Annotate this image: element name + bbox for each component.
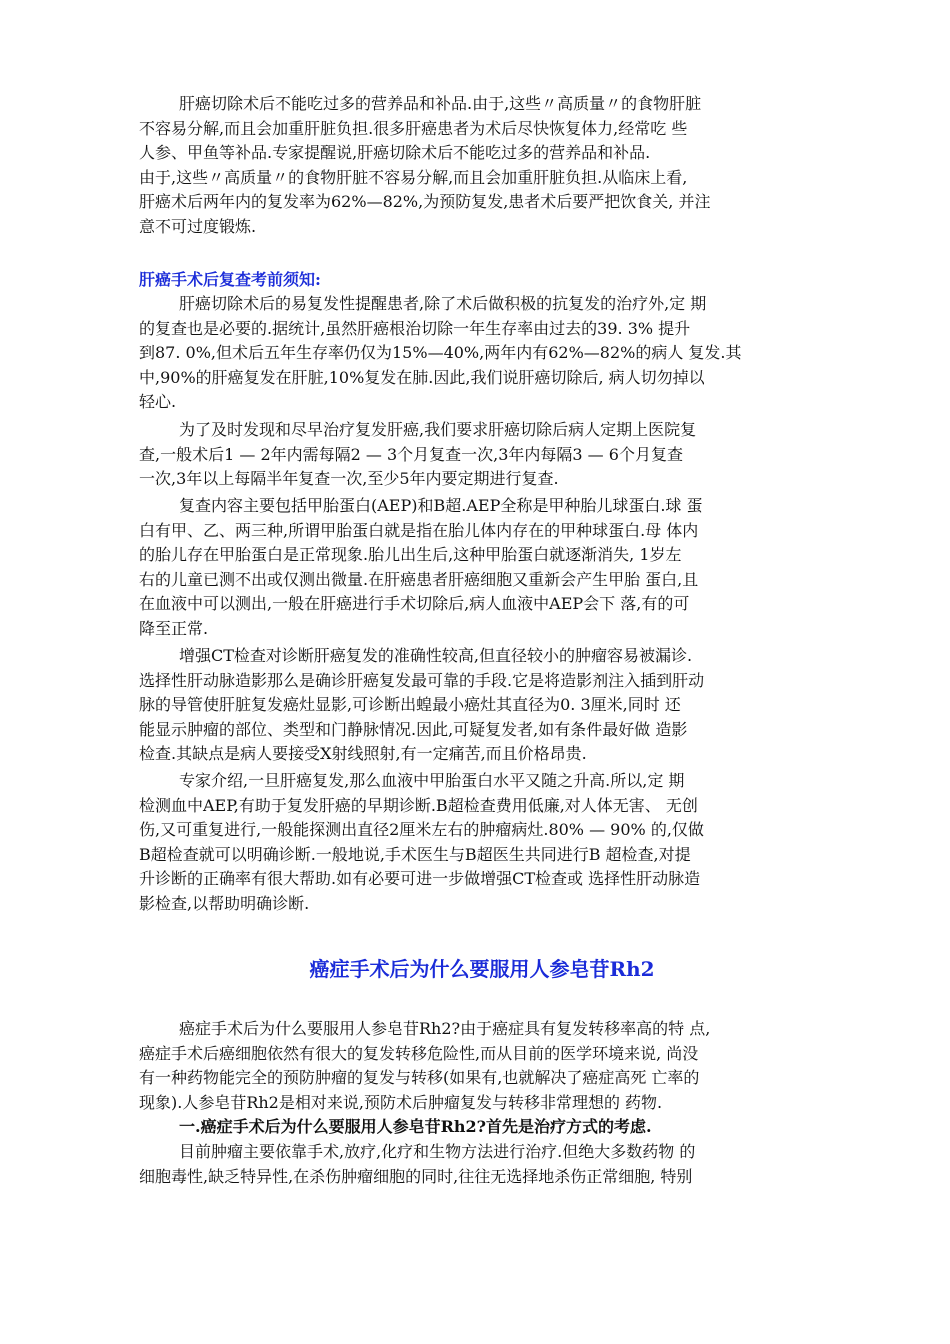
section-title: 癌症手术后为什么要服用人参皂苷Rh2 (309, 957, 655, 981)
text-line: 白有甲、乙、两三种,所谓甲胎蛋白就是指在胎儿体内存在的甲种球蛋白.母 体内 (139, 520, 699, 540)
paragraph (139, 292, 825, 415)
text-line: 不容易分解,而且会加重肝脏负担.很多肝癌患者为术后尽快恢复体力,经常吃 些 (139, 118, 688, 138)
paragraph (139, 769, 825, 916)
text-line: 检测血中AEP,有助于复发肝癌的早期诊断.B超检查费用低廉,对人体无害、 无创 (139, 795, 698, 815)
text-line: 细胞毒性,缺乏特异性,在杀伤肿瘤细胞的同时,往往无选择地杀伤正常细胞, 特别 (139, 1166, 693, 1186)
text-line: 复查内容主要包括甲胎蛋白(AEP)和B超.AEP全称是甲种胎儿球蛋白.球 蛋 (179, 496, 703, 515)
paragraph (139, 1017, 825, 1115)
paragraph (139, 1140, 825, 1189)
text-line: B超检查就可以明确诊断.一般地说,手术医生与B超医生共同进行B 超检查,对提 (139, 844, 691, 864)
paragraph (139, 494, 825, 641)
text-line: 有一种药物能完全的预防肿瘤的复发与转移(如果有,也就解决了癌症高死 亡率的 (139, 1068, 700, 1087)
text-line: 查,一般术后1 — 2年内需每隔2 — 3个月复查一次,3年内每隔3 — 6个月复查 (139, 444, 683, 464)
text-line: 人参、甲鱼等补品.专家提醒说,肝癌切除术后不能吃过多的营养品和补品. (139, 143, 651, 162)
text-line: 为了及时发现和尽早治疗复发肝癌,我们要求肝癌切除后病人定期上医院复 (179, 420, 697, 439)
text-line: 的胎儿存在甲胎蛋白是正常现象.胎儿出生后,这种甲胎蛋白就逐渐消失, 1岁左 (139, 545, 682, 564)
text-line: 脉的导管使肝脏复发癌灶显影,可诊断出蝗最小癌灶其直径为0. 3厘米,同时 还 (139, 695, 681, 714)
text-line: 的复查也是必要的.据统计,虽然肝癌根治切除一年生存率由过去的39. 3% 提升 (139, 318, 691, 338)
text-line: 伤,又可重复进行,一般能探测出直径2厘米左右的肿瘤病灶.80% — 90% 的,仅做 (139, 820, 704, 839)
text-line: 增强CT检查对诊断肝癌复发的准确性较高,但直径较小的肿瘤容易被漏诊. (179, 646, 693, 665)
subheading (139, 1115, 825, 1140)
text-line: 一次,3年以上每隔半年复查一次,至少5年内要定期进行复查. (139, 469, 559, 488)
text-line: 能显示肿瘤的部位、类型和门静脉情况.因此,可疑复发者,如有条件最好做 造影 (139, 719, 688, 739)
text-line: 降至正常. (139, 618, 209, 638)
text-line: 肝癌切除术后不能吃过多的营养品和补品.由于,这些〃高质量〃的食物肝脏 (179, 94, 702, 113)
text-line: 升诊断的正确率有很大帮助.如有必要可进一步做增强CT检查或 选择性肝动脉造 (139, 869, 701, 888)
text-line: 在血液中可以测出,一般在肝癌进行手术切除后,病人血液中AEP会下 落,有的可 (139, 594, 690, 613)
text-line: 现象).人参皂苷Rh2是相对来说,预防术后肿瘤复发与转移非常理想的 药物. (139, 1092, 663, 1112)
text-line: 到87. 0%,但术后五年生存率仍仅为15%—40%,两年内有62%—82%的病人 复发.其 (139, 343, 742, 362)
intro-paragraph (139, 92, 825, 239)
text-line: 检查.其缺点是病人要接受X射线照射,有一定痛苦,而且价格昂贵. (139, 744, 587, 763)
text-line: 肝癌切除术后的易复发性提醒患者,除了术后做积极的抗复发的治疗外,定 期 (179, 294, 707, 313)
paragraph (139, 644, 825, 767)
text-line: 由于,这些〃高质量〃的食物肝脏不容易分解,而且会加重肝脏负担.从临床上看, (139, 167, 688, 187)
subheading-text: 一.癌症手术后为什么要服用人参皂苷Rh2?首先是治疗方式的考虑. (179, 1117, 652, 1136)
text-line: 目前肿瘤主要依靠手术,放疗,化疗和生物方法进行治疗.但绝大多数药物 的 (179, 1142, 696, 1161)
text-line: 选择性肝动脉造影那么是确诊肝癌复发最可靠的手段.它是将造影剂注入插到肝动 (139, 670, 705, 690)
text-line: 癌症手术后为什么要服用人参皂苷Rh2?由于癌症具有复发转移率高的特 点, (179, 1019, 711, 1038)
text-line: 中,90%的肝癌复发在肝脏,10%复发在肺.因此,我们说肝癌切除后, 病人切勿掉以 (139, 367, 705, 387)
text-line: 专家介绍,一旦肝癌复发,那么血液中甲胎蛋白水平又随之升高.所以,定 期 (179, 771, 685, 790)
text-line: 意不可过度锻炼. (139, 216, 257, 236)
text-line: 右的儿童已测不出或仅测出微量.在肝癌患者肝癌细胞又重新会产生甲胎 蛋白,且 (139, 569, 699, 589)
paragraph (139, 418, 825, 492)
text-line: 肝癌术后两年内的复发率为62%—82%,为预防复发,患者术后要严把饮食关, 并注 (139, 192, 711, 211)
text-line: 癌症手术后癌细胞依然有很大的复发转移危险性,而从目前的医学环境来说, 尚没 (139, 1043, 699, 1063)
text-line: 影检查,以帮助明确诊断. (139, 893, 310, 913)
section-heading: 肝癌手术后复查考前须知: (139, 270, 321, 289)
text-line: 轻心. (139, 392, 177, 411)
